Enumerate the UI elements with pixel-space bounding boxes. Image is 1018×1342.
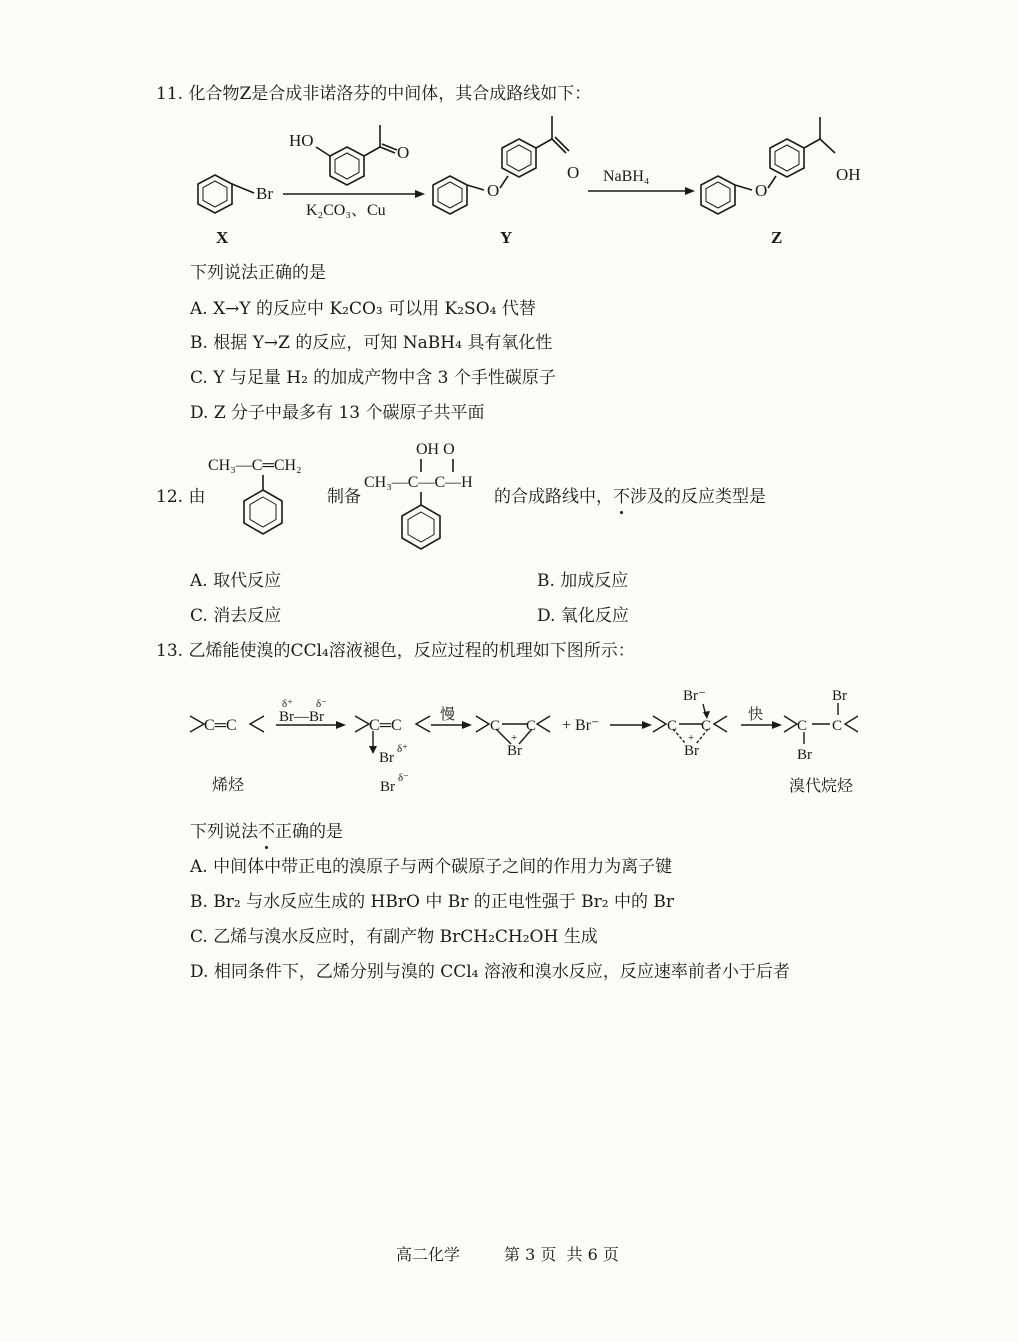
bromonium-c1: C xyxy=(490,718,501,734)
y-ether-o: O xyxy=(487,181,500,200)
q12-tail-pre: 的合成路线中， xyxy=(494,487,613,507)
compound-x-label: X xyxy=(216,228,229,247)
label-alkene: 烯烃 xyxy=(212,777,245,794)
x-br-label: Br xyxy=(256,184,273,203)
q13-prompt-emphasis: 不 xyxy=(258,822,275,842)
reagent1-o-label: O xyxy=(397,143,410,162)
q13-option-b: B. Br₂ 与水反应生成的 HBrO 中 Br 的正电性强于 Br₂ 中的 Br xyxy=(190,892,675,912)
q12-option-a: A. 取代反应 xyxy=(190,571,282,591)
pi-br2-charge: δ⁻ xyxy=(398,772,409,784)
product-br-top: Br xyxy=(832,688,847,704)
alkene-left-bonds xyxy=(190,716,204,732)
plus-br-minus: + Br⁻ xyxy=(562,717,600,734)
q12-tail-emphasis: 不 xyxy=(613,487,630,507)
alkene-formula: C═C xyxy=(204,717,237,734)
reagent1-ho-label: HO xyxy=(289,131,314,150)
attacking-br-minus: Br⁻ xyxy=(683,688,706,704)
footer-subject: 高二化学 xyxy=(396,1245,461,1264)
q13-option-c: C. 乙烯与溴水反应时，有副产物 BrCH₂CH₂OH 生成 xyxy=(190,927,598,947)
z-ether-o: O xyxy=(755,181,768,200)
alkene-right-bonds xyxy=(250,716,264,732)
q11-stem: 11. 化合物Z是合成非诺洛芬的中间体，其合成路线如下： xyxy=(156,84,592,104)
product-br-bottom: Br xyxy=(797,747,812,763)
bromonium-br: Br xyxy=(507,743,522,759)
q12-option-c: C. 消去反应 xyxy=(190,606,282,626)
inter-plus: + xyxy=(688,732,695,744)
q13-option-a: A. 中间体中带正电的溴原子与两个碳原子之间的作用力为离子键 xyxy=(190,857,673,877)
slow-label: 慢 xyxy=(440,707,456,723)
inter-c2: C xyxy=(701,718,712,734)
pi-br1-charge: δ⁺ xyxy=(397,743,408,755)
fast-label: 快 xyxy=(748,707,764,723)
y-ketone-o: O xyxy=(567,163,580,182)
footer-page-number: 第 3 页 共 6 页 xyxy=(504,1245,619,1264)
q13-option-d: D. 相同条件下，乙烯分别与溴的 CCl₄ 溶液和溴水反应，反应速率前者小于后者 xyxy=(190,962,790,982)
product-c2: C xyxy=(832,718,843,734)
product-c1: C xyxy=(797,718,808,734)
dplus-label: δ⁺ xyxy=(282,698,293,710)
bromonium-plus: + xyxy=(511,732,518,744)
compound-z-label: Z xyxy=(771,228,783,247)
pi-br1: Br xyxy=(379,750,394,766)
q11-option-c: C. Y 与足量 H₂ 的加成产物中含 3 个手性碳原子 xyxy=(190,368,556,388)
compound-y-label: Y xyxy=(500,228,513,247)
z-oh-label: OH xyxy=(836,165,861,184)
q11-option-b: B. 根据 Y→Z 的反应，可知 NaBH₄ 具有氧化性 xyxy=(190,333,553,353)
q13-prompt-post: 正确的是 xyxy=(275,822,343,842)
q12-tail-post: 涉及的反应类型是 xyxy=(630,487,766,507)
q11-option-d: D. Z 分子中最多有 13 个碳原子共平面 xyxy=(190,403,485,423)
pi-br2: Br xyxy=(380,779,395,795)
label-bromoalkane: 溴代烷烃 xyxy=(789,778,854,795)
inter-br: Br xyxy=(684,743,699,759)
pi-complex-formula: C═C xyxy=(369,717,402,734)
q12-product-top: OH O xyxy=(416,441,455,458)
br2-formula: Br—Br xyxy=(279,709,324,725)
inter-c1: C xyxy=(667,718,678,734)
q11-prompt: 下列说法正确的是 xyxy=(190,263,326,283)
q13-prompt-pre: 下列说法 xyxy=(190,822,258,842)
q12-number: 12. 由 xyxy=(156,487,206,507)
q13-prompt xyxy=(190,822,343,842)
q11-option-a: A. X→Y 的反应中 K₂CO₃ 可以用 K₂SO₄ 代替 xyxy=(190,299,536,319)
q12-option-d: D. 氧化反应 xyxy=(537,606,629,626)
q12-start-formula: CH₃—C═CH₂ xyxy=(208,457,302,474)
q12-product-formula: CH₃—C—C—H xyxy=(364,474,473,491)
q12-option-b: B. 加成反应 xyxy=(537,571,629,591)
q12-middle: 制备 xyxy=(327,487,361,507)
bromonium-c2: C xyxy=(526,718,537,734)
q13-stem: 13. 乙烯能使溴的CCl₄溶液褪色，反应过程的机理如下图所示： xyxy=(156,641,635,661)
reagent2-nabh4: NaBH₄ xyxy=(603,168,650,185)
dminus-label: δ⁻ xyxy=(316,698,327,710)
reagent1-conditions: K₂CO₃、Cu xyxy=(306,202,386,219)
